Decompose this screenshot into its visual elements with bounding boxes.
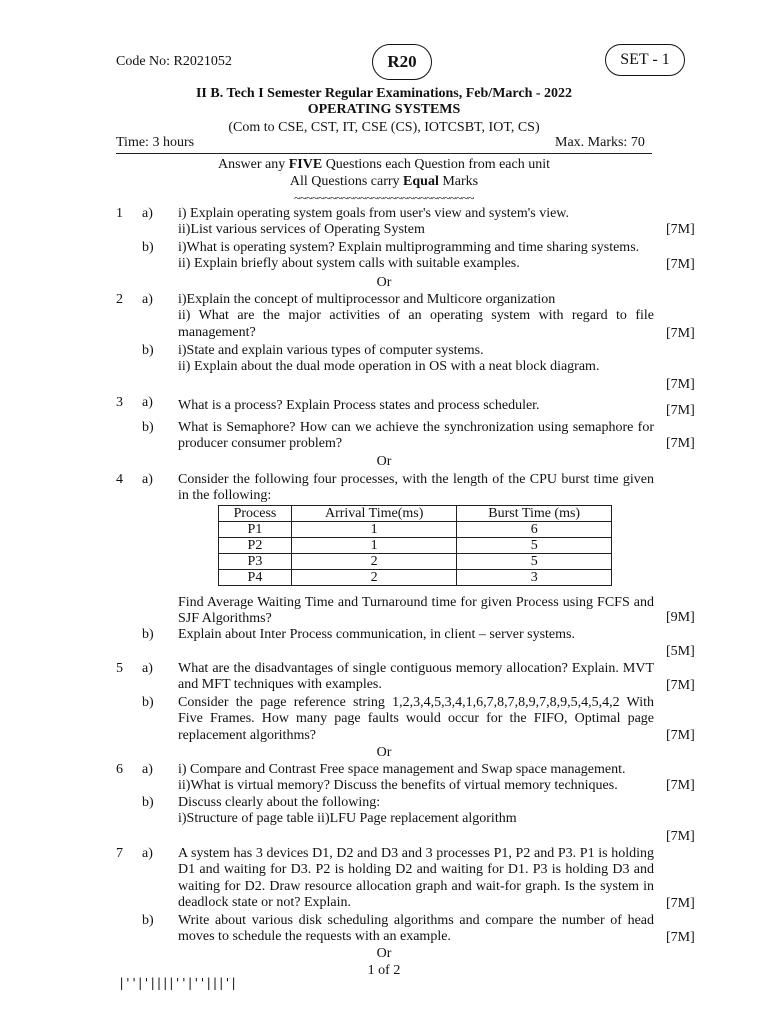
q4-b-text: Explain about Inter Process communication, in client – server systems. <box>178 627 575 642</box>
q6-b-text: Discuss clearly about the following: i)Structure of page table ii)LFU Page replacement algorithm <box>178 795 517 827</box>
q4-a-question: Find Average Waiting Time and Turnaround time for given Process using FCFS and SJF Algorithms? <box>178 595 654 627</box>
table-header-row <box>219 506 612 522</box>
table-header: Burst Time (ms) <box>457 506 612 522</box>
q6-b-label: b) <box>142 795 154 810</box>
q5-a-text: What are the disadvantages of single contiguous memory allocation? Explain. MVT and MFT techniques with examples. <box>178 661 654 693</box>
instruction-line-2: All Questions carry Equal Marks <box>289 174 479 189</box>
q1-a-label: a) <box>142 206 153 221</box>
q2-b-marks: [7M] <box>666 377 695 392</box>
q2-a-label: a) <box>142 292 153 307</box>
q3-b-label: b) <box>142 420 154 435</box>
q1-a-marks: [7M] <box>666 222 695 237</box>
header-rule <box>116 153 652 154</box>
or-separator-4: Or <box>376 946 392 961</box>
q3-b-marks: [7M] <box>666 436 695 451</box>
q1-b-marks: [7M] <box>666 257 695 272</box>
question-number-2: 2 <box>116 292 123 307</box>
table-cell: P4 <box>219 570 292 586</box>
table-row <box>219 522 612 538</box>
table-cell: 1 <box>291 538 457 554</box>
table-cell: P2 <box>219 538 292 554</box>
q6-a-label: a) <box>142 762 153 777</box>
q4-a-intro: Consider the following four processes, with the length of the CPU burst time given in the following: <box>178 472 654 504</box>
table-header: Process <box>219 506 292 522</box>
q7-b-text: Write about various disk scheduling algorithms and compare the number of head moves to schedule the requests with an example. <box>178 913 654 945</box>
question-number-7: 7 <box>116 846 123 861</box>
table-row <box>219 570 612 586</box>
q7-a-text: A system has 3 devices D1, D2 and D3 and 3 processes P1, P2 and P3. P1 is holding D1 and waiting for D3. P2 is holding D2 and waiting for D1. P3 is holding D3 and waiting for D2. Draw resource allocation graph and wait-for graph. Is the system in deadlock state or not? Explain. <box>178 846 654 910</box>
table-cell: 6 <box>457 522 612 538</box>
q2-b-text: i)State and explain various types of computer systems. ii) Explain about the dual mode operation in OS with a neat block diagram. <box>178 343 600 375</box>
or-separator-3: Or <box>376 745 392 760</box>
or-separator-2: Or <box>376 454 392 469</box>
question-number-4: 4 <box>116 472 123 487</box>
q7-b-marks: [7M] <box>666 930 695 945</box>
question-number-6: 6 <box>116 762 123 777</box>
exam-title: II B. Tech I Semester Regular Examinations, Feb/March - 2022 <box>195 86 573 101</box>
q1-b-label: b) <box>142 240 154 255</box>
code-number: Code No: R2021052 <box>116 54 232 69</box>
instruction-line-1: Answer any FIVE Questions each Question from each unit <box>217 157 551 172</box>
q5-a-label: a) <box>142 661 153 676</box>
regulation-badge: R20 <box>372 44 432 80</box>
q3-a-text: What is a process? Explain Process states and process scheduler. <box>178 398 540 413</box>
q7-a-label: a) <box>142 846 153 861</box>
table-cell: 2 <box>291 570 457 586</box>
q5-b-text: Consider the page reference string 1,2,3,4,5,3,4,1,6,7,8,7,8,9,7,8,9,5,4,5,4,2 With Five Frames. How many page faults would occur for the FIFO, Optimal page replacement algorithms? <box>178 695 654 743</box>
max-marks: Max. Marks: 70 <box>555 135 645 150</box>
q2-a-text: i)Explain the concept of multiprocessor and Multicore organization ii) What are the major activities of an operating system with regard to file management? <box>178 292 654 340</box>
time-allowed: Time: 3 hours <box>116 135 195 150</box>
q3-a-label: a) <box>142 395 153 410</box>
q5-a-marks: [7M] <box>666 678 695 693</box>
q4-a-label: a) <box>142 472 153 487</box>
q5-b-marks: [7M] <box>666 728 695 743</box>
table-cell: 5 <box>457 554 612 570</box>
table-cell: 1 <box>291 522 457 538</box>
question-number-1: 1 <box>116 206 123 221</box>
q1-a-text: i) Explain operating system goals from user's view and system's view. ii)List various services of Operating System <box>178 206 570 238</box>
set-badge: SET - 1 <box>605 44 685 76</box>
table-cell: 5 <box>457 538 612 554</box>
q3-a-marks: [7M] <box>666 403 695 418</box>
q3-b-text: What is Semaphore? How can we achieve the synchronization using semaphore for producer consumer problem? <box>178 420 654 452</box>
table-row <box>219 538 612 554</box>
tilde-divider: ~~~~~~~~~~~~~~~~~~~~~~~~~~~~~~ <box>294 191 474 205</box>
q2-a-marks: [7M] <box>666 326 695 341</box>
table-cell: 2 <box>291 554 457 570</box>
q4-a-marks: [9M] <box>666 610 695 625</box>
q6-b-marks: [7M] <box>666 829 695 844</box>
q2-b-label: b) <box>142 343 154 358</box>
table-header: Arrival Time(ms) <box>291 506 457 522</box>
question-number-3: 3 <box>116 395 123 410</box>
table-cell: P1 <box>219 522 292 538</box>
q7-a-marks: [7M] <box>666 896 695 911</box>
branches: (Com to CSE, CST, IT, CSE (CS), IOTCSBT, IOT, CS) <box>228 120 540 135</box>
table-row <box>219 554 612 570</box>
q6-a-text: i) Compare and Contrast Free space management and Swap space management. ii)What is virtual memory? Discuss the benefits of virtual memory techniques. <box>178 762 626 794</box>
table-cell: P3 <box>219 554 292 570</box>
q4-b-label: b) <box>142 627 154 642</box>
table-cell: 3 <box>457 570 612 586</box>
q6-a-marks: [7M] <box>666 778 695 793</box>
q7-b-label: b) <box>142 913 154 928</box>
subject-title: OPERATING SYSTEMS <box>307 102 461 117</box>
q4-b-marks: [5M] <box>666 644 695 659</box>
or-separator-1: Or <box>376 275 392 290</box>
q5-b-label: b) <box>142 695 154 710</box>
q1-b-text: i)What is operating system? Explain multiprogramming and time sharing systems. ii) Explain briefly about system calls with suitable examples. <box>178 240 640 272</box>
process-table <box>218 505 612 586</box>
question-number-5: 5 <box>116 661 123 676</box>
page-number: 1 of 2 <box>367 963 401 978</box>
barcode: |''|'||||''|''|||'| <box>118 976 237 990</box>
